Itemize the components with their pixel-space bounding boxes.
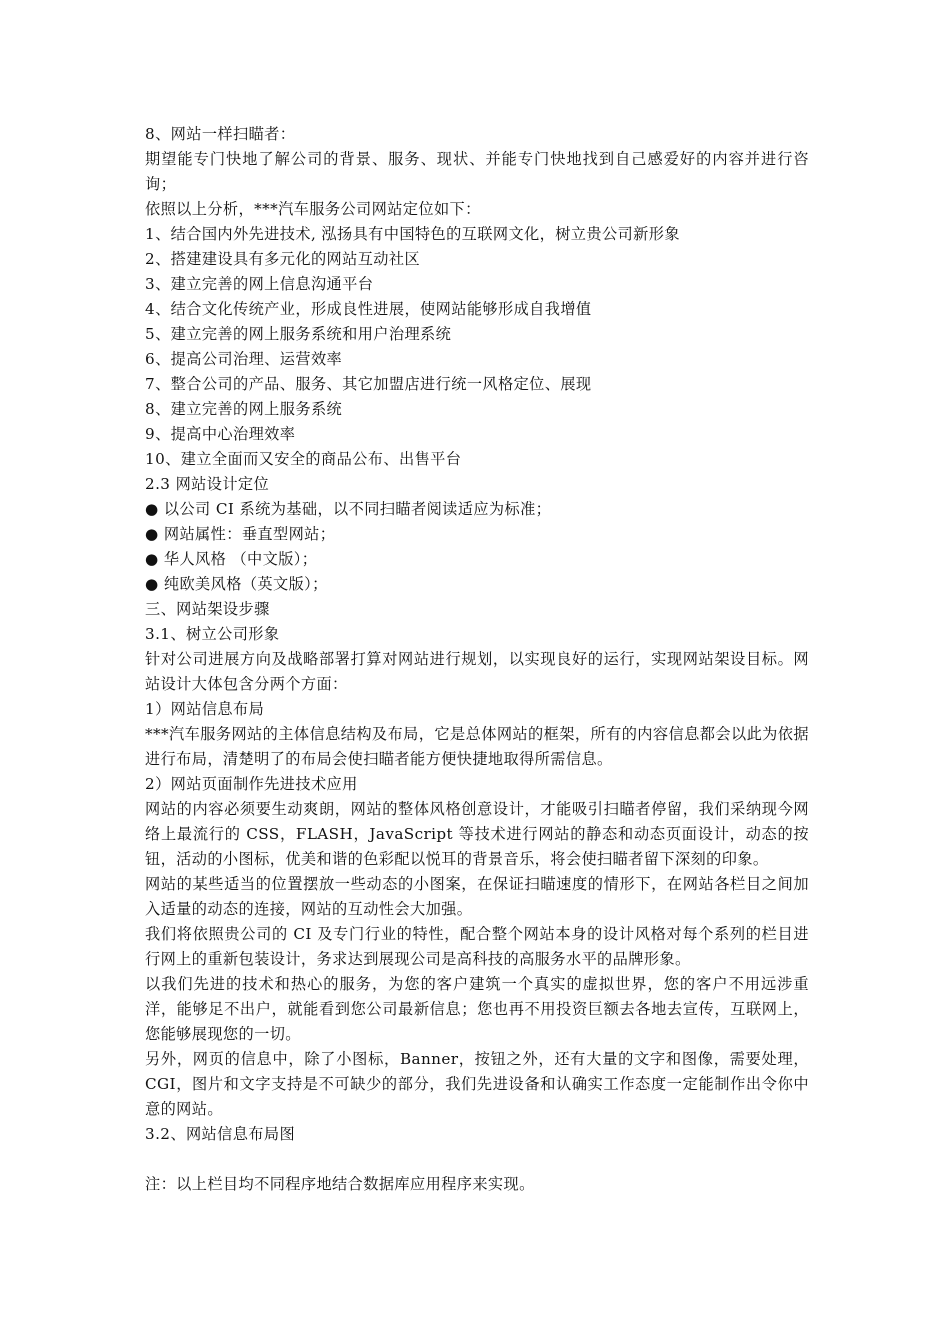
bullet-item-chinese-style: ● 华人风格 （中文版）； xyxy=(145,550,318,568)
list-item-positioning-7: 7、整合公司的产品、服务、其它加盟店进行统一风格定位、展现 xyxy=(145,375,592,393)
paragraph-additional-info: 另外，网页的信息中，除了小图标，Banner，按钮之外，还有大量的文字和图像，需要处理，CGI，图片和文字支持是不可缺少的部分，我们先进设备和认确实工作态度一定能制作出令你中意的网站。 xyxy=(145,1050,809,1118)
list-item-positioning-1: 1、结合国内外先进技术, 泓扬具有中国特色的互联网文化，树立贵公司新形象 xyxy=(145,225,680,243)
paragraph-positioning-intro: 依照以上分析，***汽车服务公司网站定位如下： xyxy=(145,200,481,218)
list-item-positioning-6: 6、提高公司治理、运营效率 xyxy=(145,350,343,368)
paragraph-ci-packaging: 我们将依照贵公司的 CI 及专门行业的特性，配合整个网站本身的设计风格对每个系列的栏目进行网上的重新包装设计，务求达到展现公司是高科技的高服务水平的品牌形象。 xyxy=(145,925,809,968)
subheading-info-layout: 1）网站信息布局 xyxy=(145,700,265,718)
paragraph-dynamic-icons: 网站的某些适当的位置摆放一些动态的小图案，在保证扫瞄速度的情形下，在网站各栏目之间加入适量的动态的连接，网站的互动性会大加强。 xyxy=(145,875,809,918)
paragraph-scanner-type-8: 8、网站一样扫瞄者： xyxy=(145,125,296,143)
section-heading-3: 三、网站架设步骤 xyxy=(145,600,270,618)
list-item-positioning-4: 4、结合文化传统产业，形成良性进展，使网站能够形成自我增值 xyxy=(145,300,592,318)
paragraph-note: 注：以上栏目均不同程序地结合数据库应用程序来实现。 xyxy=(145,1175,535,1193)
list-item-positioning-9: 9、提高中心治理效率 xyxy=(145,425,296,443)
list-item-positioning-10: 10、建立全面而又安全的商品公布、出售平台 xyxy=(145,450,462,468)
section-heading-3-2: 3.2、网站信息布局图 xyxy=(145,1125,296,1143)
document-body xyxy=(145,122,809,1197)
paragraph-info-layout: ***汽车服务网站的主体信息结构及布局，它是总体网站的框架，所有的内容信息都会以此为依据进行布局，清楚明了的布局会使扫瞄者能方便快捷地取得所需信息。 xyxy=(145,725,809,768)
list-item-positioning-8: 8、建立完善的网上服务系统 xyxy=(145,400,343,418)
paragraph-planning: 针对公司进展方向及战略部署打算对网站进行规划，以实现良好的运行，实现网站架设目标。网站设计大体包含分两个方面： xyxy=(145,650,809,693)
list-item-positioning-3: 3、建立完善的网上信息沟通平台 xyxy=(145,275,374,293)
paragraph-virtual-world: 以我们先进的技术和热心的服务，为您的客户建筑一个真实的虚拟世界，您的客户不用远涉重洋，能够足不出户，就能看到您公司最新信息；您也再不用投资巨额去各地去宣传，互联网上，您能够展现您的一切。 xyxy=(145,975,809,1043)
section-heading-3-1: 3.1、树立公司形象 xyxy=(145,625,280,643)
paragraph-scanner-expectation: 期望能专门快地了解公司的背景、服务、现状、并能专门快地找到自己感爱好的内容并进行咨询； xyxy=(145,150,809,193)
list-item-positioning-2: 2、搭建建设具有多元化的网站互动社区 xyxy=(145,250,421,268)
bullet-item-western-style: ● 纯欧美风格（英文版）； xyxy=(145,575,328,593)
blank-line xyxy=(145,1147,809,1172)
paragraph-page-tech: 网站的内容必须要生动爽朗，网站的整体风格创意设计，才能吸引扫瞄者停留，我们采纳现今网络上最流行的 CSS，FLASH，JavaScript 等技术进行网站的静态和动态页面设计，动态的按钮，活动的小图标，优美和谐的色彩配以悦耳的背景音乐，将会使扫瞄者留下深刻的印象。 xyxy=(145,800,809,868)
bullet-item-ci-basis: ● 以公司 CI 系统为基础，以不同扫瞄者阅读适应为标准； xyxy=(145,500,552,518)
list-item-positioning-5: 5、建立完善的网上服务系统和用户治理系统 xyxy=(145,325,452,343)
subheading-page-tech: 2）网站页面制作先进技术应用 xyxy=(145,775,358,793)
bullet-item-site-attribute: ● 网站属性：垂直型网站； xyxy=(145,525,336,543)
section-heading-2-3: 2.3 网站设计定位 xyxy=(145,475,270,493)
